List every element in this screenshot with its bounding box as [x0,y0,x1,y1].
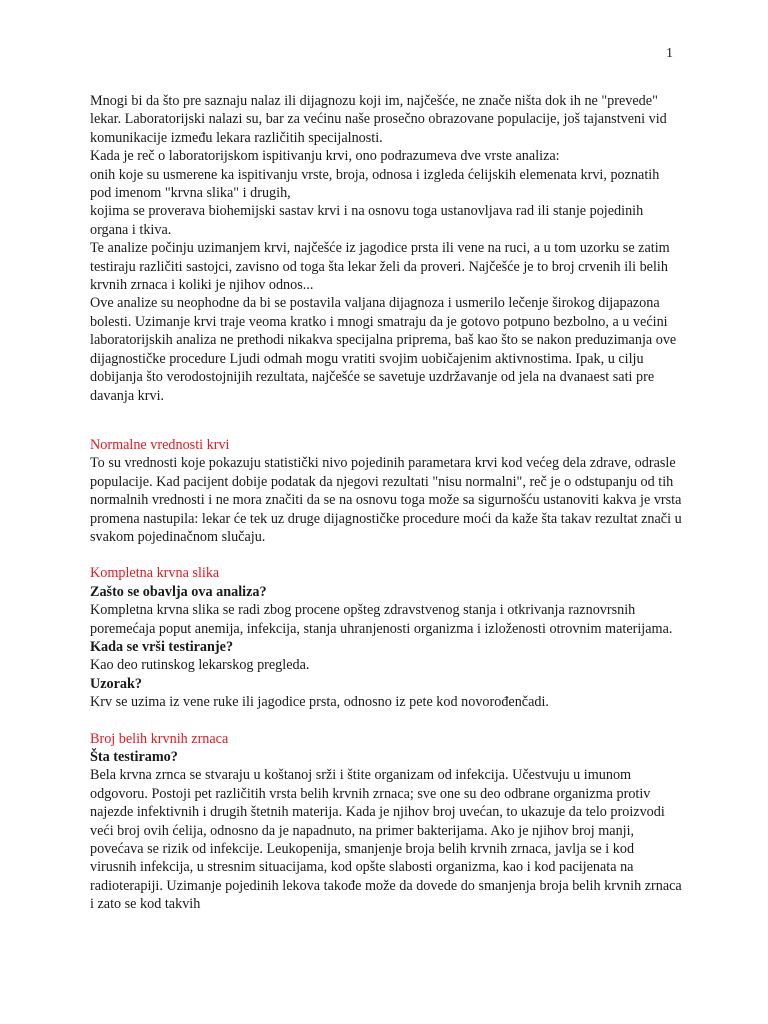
section-spacer [90,712,682,730]
intro-paragraph-3: onih koje su usmerene ka ispitivanju vrste, broja, odnosa i izgleda ćelijskih elemenata krvi, poznatih pod imenom "krvna slika" i drugih, [90,166,660,202]
intro-paragraph-2: Kada je reč o laboratorijskom ispitivanju krvi, ono podrazumeva dve vrste analiza: [90,148,560,165]
section-spacer [90,546,682,564]
section-spacer [90,405,682,436]
intro-paragraph-4: kojima se proverava biohemijski sastav krvi i na osnovu toga ustanovljava rad ili stanje pojedinih organa i tkiva. [90,203,644,238]
answer-sample: Krv se uzima iz vene ruke ili jagodice prsta, odnosno iz pete kod novorođenčadi. [90,694,549,711]
answer-when: Kao deo rutinskog lekarskog pregleda. [90,657,310,674]
intro-paragraph-1: Mnogi bi da što pre saznaju nalaz ili dijagnozu koji im, najčešće, ne znače ništa dok ih ne "prevede" lekar. Laboratorijski nalazi su, bar za većinu naše prosečno obrazovane populacije, još tajanstveni vid komunikacije između lekara različitih specijalnosti. [90,93,667,146]
document-body [90,92,682,914]
question-why: Zašto se obavlja ova analiza? [90,583,267,600]
question-when: Kada se vrši testiranje? [90,638,234,655]
normal-values-paragraph: To su vrednosti koje pokazuju statistički nivo pojedinih parametara krvi kod većeg dela zdrave, odrasle populacije. Kad pacijent dobije podatak da njegovi rezultati "nisu normalni", reč je o odstupanju od tih normalnih vrednosti i ne mora značiti da se na osnovu toga može sa sigurnošću ustanoviti kakva je vrsta promena nastupila: lekar će tek uz druge dijagnostičke procedure moći da kaže šta takav rezultat znači u svakom pojedinačnom slučaju. [90,455,682,545]
answer-what-tested: Bela krvna zrnca se stvaraju u koštanoj srži i štite organizam od infekcija. Učestvuju u imunom odgovoru. Postoji pet različitih vrsta belih krvnih zrnaca; sve one su deo odbrane organizma protiv najezde infektivnih i drugih štetnih materija. Kada je njihov broj uvećan, to ukazuje da telo proizvodi veći broj ovih ćelija, odnosno da je napadnuto, na primer bakterijama. Ako je njihov broj manji, povećava se rizik od infekcije. Leukopenija, smanjenje broja belih krvnih zrnaca, javlja se i kod virusnih infekcija, u stresnim situacijama, kod opšte slabosti organizma, kao i kod pacijenata na radioterapiji. Uzimanje pojedinih lekova takođe može da dovede do smanjenja broja belih krvnih zrnaca i zato se kod takvih [90,767,682,913]
heading-complete-blood-count: Kompletna krvna slika [90,565,220,582]
question-sample: Uzorak? [90,675,143,692]
answer-why: Kompletna krvna slika se radi zbog procene opšteg zdravstvenog stanja i otkrivanja raznovrsnih poremećaja poput anemija, infekcija, stanja uhranjenosti organizma i izloženosti otrovnim materijama. [90,602,673,637]
heading-white-blood-cells: Broj belih krvnih zrnaca [90,730,229,747]
heading-normal-values: Normalne vrednosti krvi [90,436,230,453]
page-number: 1 [666,46,673,61]
question-what-tested: Šta testiramo? [90,749,178,765]
intro-paragraph-6: Ove analize su neophodne da bi se postavila valjana dijagnoza i usmerilo lečenje širokog dijapazona bolesti. Uzimanje krvi traje veoma kratko i mnogi smatraju da je gotovo potpuno bezbolno, a u većini laboratorijskih analiza ne prethodi nikakva specijalna priprema, baš kao što se nakon preduzimanja ove dijagnostičke procedure Ljudi odmah mogu vratiti svojim uobičajenim aktivnostima. Ipak, u cilju dobijanja što verodostojnijih rezultata, najčešće se savetuje uzdržavanje od jela na dvanaest sati pre davanja krvi. [90,295,677,404]
intro-paragraph-5: Te analize počinju uzimanjem krvi, najčešće iz jagodice prsta ili vene na ruci, a u tom uzorku se zatim testiraju različiti sastojci, zavisno od toga šta lekar želi da proveri. Najčešće je to broj crvenih ili belih krvnih zrnaca i koliki je njihov odnos... [90,240,670,294]
